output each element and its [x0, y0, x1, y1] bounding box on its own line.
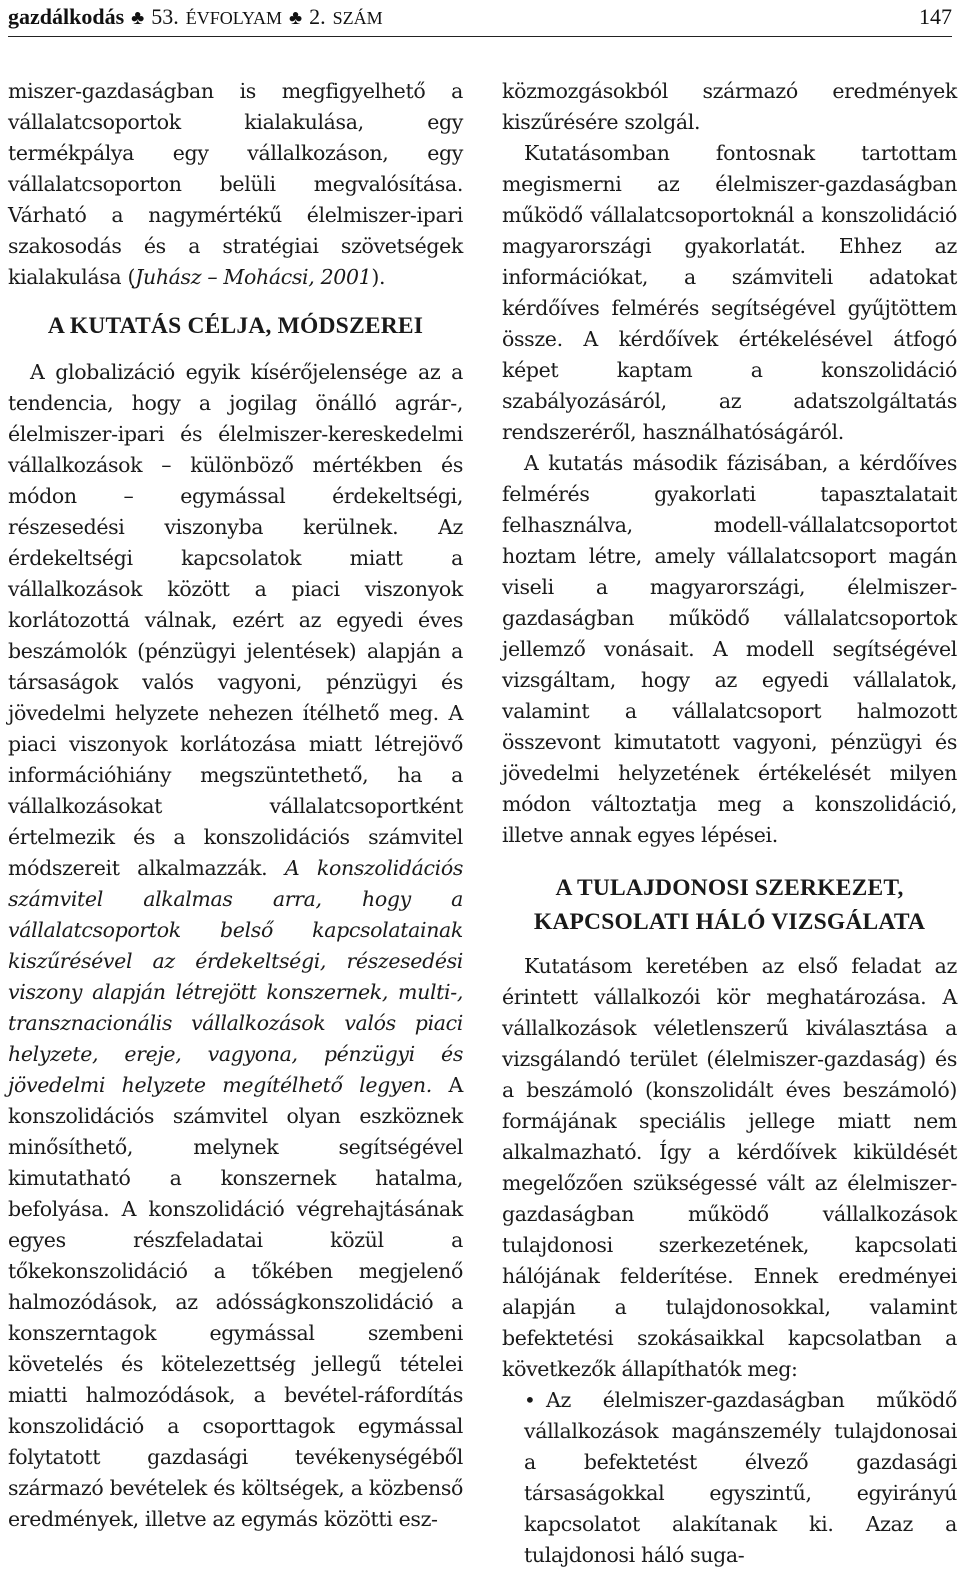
paragraph	[8, 357, 463, 1535]
italic-emphasis: A konszolidációs számvitel alkalmas arra, hogy a vállalatcsoportok belső kapcsolatainak kiszűrésével az érdekeltségi, részesedési viszony alapján létrejött konszernek, multi-, transznacionális vállalkozások valós piaci helyzete, ereje, vagyona, pénzügyi és jövedelmi helyzete megítélhető legyen.	[8, 856, 463, 1097]
bullet-icon: •	[524, 1388, 536, 1412]
paragraph-text: miszer-gazdaságban is megfigyelhető a vállalatcsoportok kialakulása, egy termékpálya egy vállalkozáson, egy vállalatcsoporton belüli megvalósítása. Várható a nagymértékű élelmiszer-ipari szakosodás és a stratégiai szövetségek kialakulása (	[8, 79, 463, 289]
issue-number: 2.	[309, 4, 326, 29]
club-suit-icon: ♣	[131, 7, 145, 29]
paragraph-text: A globalizáció egyik kísérőjelensége az a tendencia, hogy a jogilag önálló agrár-, élelmiszer-ipari és élelmiszer-kereskedelmi vállalkozások – különböző mértékben és módon – egymással érdekeltségi, részesedési viszonyba kerülnek. Az érdekeltségi kapcsolatok miatt a vállalkozások között a piaci viszonyok korlátozottá válnak, ezért az egyedi éves beszámolók (pénzügyi jelentések) alapján a társaságok valós vagyoni, pénzügyi és jövedelmi helyzete nehezen ítélhető meg. A piaci viszonyok korlátozása miatt létrejövő információhiány megszüntethető, ha a vállalkozásokat vállalatcsoportként értelmezik és a konszolidációs számvitel módszereit alkalmazzák.	[8, 360, 463, 880]
issue-label: SZÁM	[332, 8, 383, 28]
paragraph: A kutatás második fázisában, a kérdőíves felmérés gyakorlati tapasztalatait felhasználva, modell-vállalatcsoportot hoztam létre, amely vállalatcsoport magán viseli a magyarországi, élelmiszer-gazdaságban működő vállalatcsoportok jellemző vonásait. A modell segítségével vizsgáltam, hogy az egyedi vállalatok, valamint a vállalatcsoport halmozott összevont kimutatott vagyoni, pénzügyi és jövedelmi helyzetének értékelését milyen módon változtatja meg a konszolidáció, illetve annak egyes lépései.	[502, 451, 957, 847]
page-number: 147	[919, 4, 952, 29]
volume-label: ÉVFOLYAM	[185, 8, 282, 28]
club-suit-icon: ♣	[289, 7, 303, 29]
header-rule	[8, 36, 952, 37]
left-column	[8, 76, 463, 1535]
running-header	[8, 2, 952, 32]
section-heading-line: KAPCSOLATI HÁLÓ VIZSGÁLATA	[533, 909, 926, 935]
section-heading	[502, 871, 957, 939]
volume-number: 53.	[151, 4, 179, 29]
paragraph	[8, 76, 463, 293]
paragraph-text: A konszolidációs számvitel olyan eszköznek minősíthető, melynek segítségével kimutatható a konszernek hatalma, befolyása. A konszolidáció végrehajtásának egyes részfeladatai közül a tőkekonszolidáció a tőkében megjelenő halmozódások, az adósságkonszolidáció a konszerntagok egymással szembeni követelés és kötelezettség jellegű tételei miatti halmozódások, a bevétel-ráfordítás konszolidáció a csoporttagok egymással folytatott gazdasági tevékenységéből származó bevételek és költségek, a közbenső eredmények, illetve az egymás közötti esz-	[8, 1073, 464, 1531]
journal-info	[8, 4, 383, 30]
paragraph: közmozgásokból származó eredmények kiszűrésére szolgál.	[502, 79, 957, 134]
right-column	[502, 76, 957, 1571]
citation: Juhász – Mohácsi, 2001	[135, 265, 372, 289]
paragraph: Kutatásom keretében az első feladat az érintett vállalkozói kör meghatározása. A vállalkozások véletlenszerű kiválasztása a vizsgálandó terület (élelmiszer-gazdaság) és a beszámoló (konszolidált éves beszámoló) formájának speciális jellege miatt nem alkalmazható. Így a kérdőívek kiküldését megelőzően szükségessé vált az élelmiszer-gazdaságban működő vállalkozások tulajdonosi szerkezetének, kapcsolati hálójának felderítése. Ennek eredményei alapján a tulajdonosokkal, valamint befektetési szokásaikkal kapcsolatban a következők állapíthatók meg:	[502, 954, 957, 1381]
paragraph-text: ).	[371, 265, 386, 289]
bullet-text: Az élelmiszer-gazdaságban működő vállalkozások magánszemély tulajdonosai a befektetést élvező gazdasági társaságokkal egyszintű, egyirányú kapcsolatot alakítanak ki. Azaz a tulajdonosi háló suga-	[524, 1388, 957, 1567]
section-heading-line: A TULAJDONOSI SZERKEZET,	[555, 875, 904, 901]
paragraph: Kutatásomban fontosnak tartottam megismerni az élelmiszer-gazdaságban működő vállalatcsoportoknál a konszolidáció magyarországi gyakorlatát. Ehhez az információkat, a számviteli adatokat kérdőíves felmérés segítségével gyűjtöttem össze. A kérdőívek értékelésével átfogó képet kaptam a konszolidáció szabályozásáról, az adatszolgáltatás rendszeréről, használhatóságáról.	[502, 141, 957, 444]
bullet-item	[502, 1385, 957, 1571]
section-heading: A KUTATÁS CÉLJA, MÓDSZEREI	[47, 313, 424, 339]
journal-title: gazdálkodás	[8, 4, 125, 29]
